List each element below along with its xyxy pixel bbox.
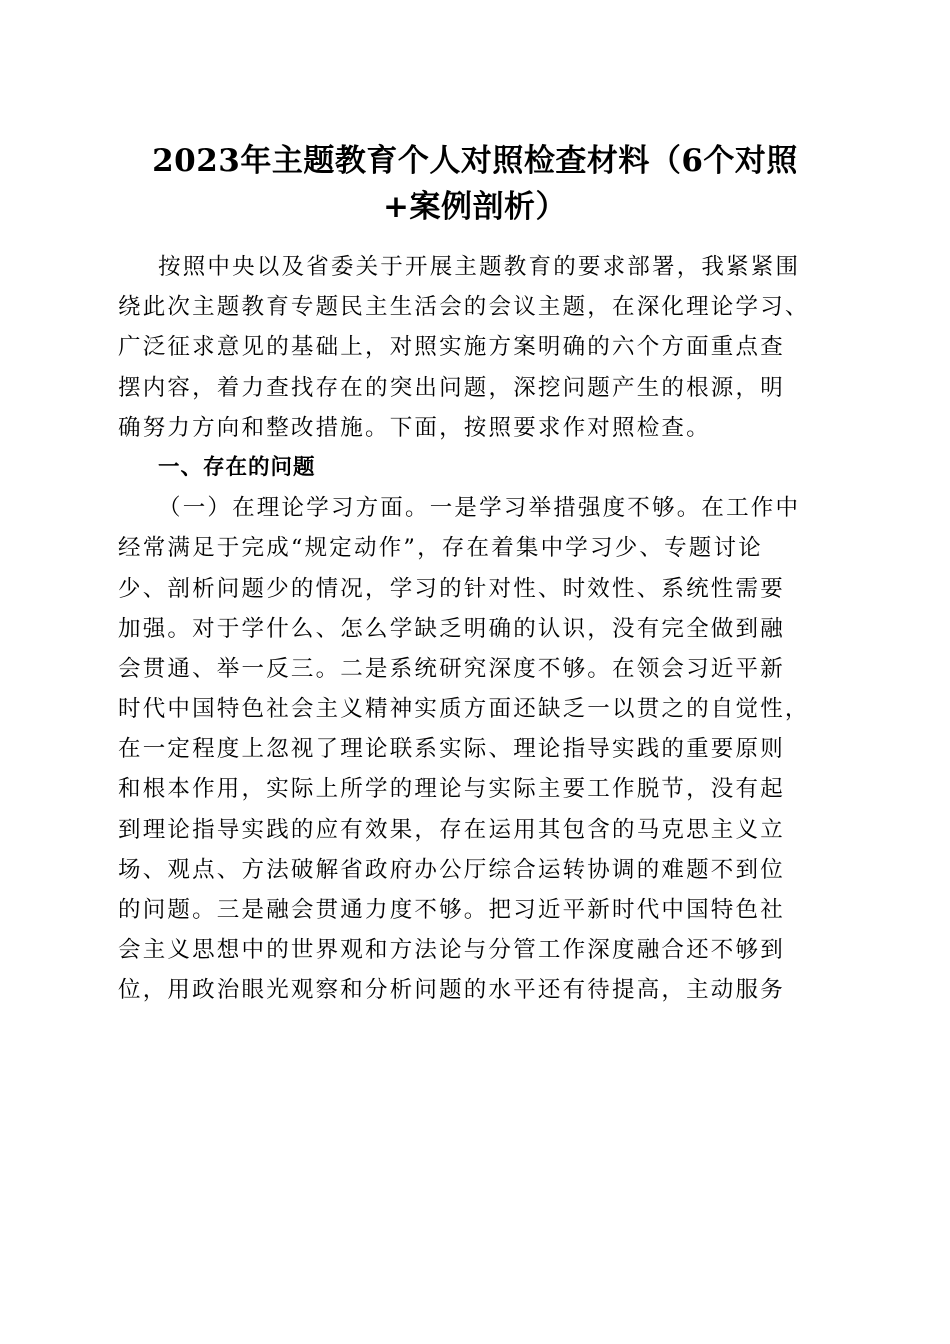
section-line: 会主义思想中的世界观和方法论与分管工作深度融合还不够到 bbox=[118, 937, 785, 964]
section-line: 少、剖析问题少的情况，学习的针对性、时效性、系统性需要 bbox=[118, 575, 785, 602]
intro-line: 按照中央以及省委关于开展主题教育的要求部署，我紧紧围 bbox=[158, 254, 801, 280]
section-line: 经常满足于完成“规定动作”，存在着集中学习少、专题讨论 bbox=[118, 535, 763, 562]
document-title bbox=[100, 138, 850, 230]
intro-line: 绕此次主题教育专题民主生活会的会议主题，在深化理论学习、 bbox=[118, 294, 810, 321]
intro-line: 确努力方向和整改措施。下面，按照要求作对照检查。 bbox=[118, 414, 711, 441]
section-line: 在一定程度上忽视了理论联系实际、理论指导实践的重要原则 bbox=[118, 736, 785, 763]
section-line: 会贯通、举一反三。二是系统研究深度不够。在领会习近平新 bbox=[118, 655, 785, 682]
section-line: 场、观点、方法破解省政府办公厅综合运转协调的难题不到位 bbox=[118, 856, 785, 883]
intro-line: 摆内容，着力查找存在的突出问题，深挖问题产生的根源，明 bbox=[118, 374, 785, 401]
title-line-2: +案例剖析） bbox=[383, 189, 567, 225]
document-body bbox=[118, 247, 838, 1011]
section-line: 位，用政治眼光观察和分析问题的水平还有待提高，主动服务 bbox=[118, 977, 785, 1004]
section-line: （一）在理论学习方面。一是学习举措强度不够。在工作中 bbox=[158, 495, 801, 522]
section-line: 和根本作用，实际上所学的理论与实际主要工作脱节，没有起 bbox=[118, 776, 785, 803]
section-line: 加强。对于学什么、怎么学缺乏明确的认识，没有完全做到融 bbox=[118, 615, 785, 642]
section-heading: 一、存在的问题 bbox=[158, 454, 316, 480]
section-line: 到理论指导实践的应有效果，存在运用其包含的马克思主义立 bbox=[118, 816, 785, 843]
section-line: 的问题。三是融会贯通力度不够。把习近平新时代中国特色社 bbox=[118, 897, 785, 923]
title-line-1: 2023年主题教育个人对照检查材料（6个对照 bbox=[152, 143, 798, 179]
section-line: 时代中国特色社会主义精神实质方面还缺乏一以贯之的自觉性， bbox=[118, 696, 810, 723]
intro-line: 广泛征求意见的基础上，对照实施方案明确的六个方面重点查 bbox=[118, 334, 785, 361]
